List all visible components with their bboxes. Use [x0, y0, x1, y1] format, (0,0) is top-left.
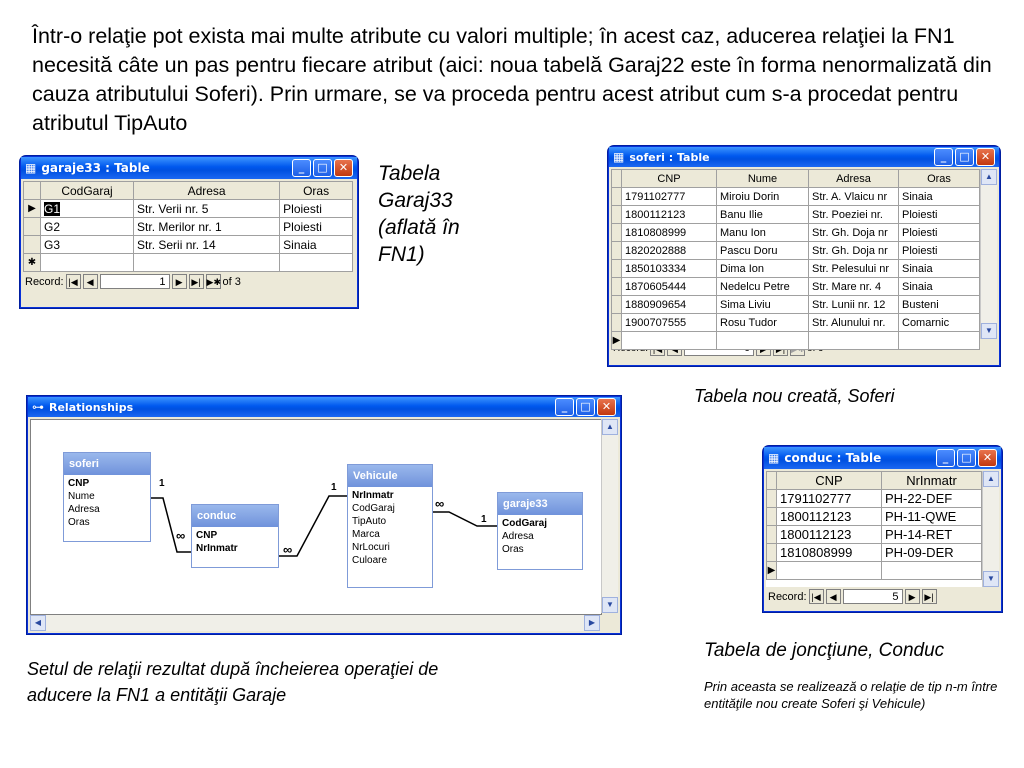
- table-cell[interactable]: Str. Lunii nr. 12: [809, 296, 899, 314]
- soferi-grid[interactable]: [611, 169, 980, 350]
- caption-line: Tabela: [378, 162, 441, 185]
- record-count: of 3: [222, 275, 241, 288]
- row-selector[interactable]: [612, 242, 622, 260]
- table-row[interactable]: [24, 218, 353, 236]
- table-cell[interactable]: 1791102777: [777, 490, 882, 508]
- field-item[interactable]: CodGaraj: [502, 518, 548, 529]
- table-cell[interactable]: [809, 332, 899, 350]
- table-row[interactable]: [767, 526, 982, 544]
- row-selector[interactable]: [612, 206, 622, 224]
- field-list: [64, 475, 150, 531]
- relationships-canvas[interactable]: [30, 419, 602, 615]
- cardinality-one-label: 1: [159, 478, 165, 489]
- cardinality-many-label: ∞: [283, 542, 293, 557]
- close-button[interactable]: ✕: [334, 159, 353, 177]
- table-cell[interactable]: Str. Verii nr. 5: [134, 200, 280, 218]
- field-item[interactable]: Oras: [68, 517, 90, 528]
- row-selector[interactable]: [24, 218, 41, 236]
- last-record-button[interactable]: ▶|: [922, 589, 937, 604]
- column-header[interactable]: Oras: [899, 170, 980, 188]
- table-cell[interactable]: [899, 332, 980, 350]
- table-cell[interactable]: Rosu Tudor: [717, 314, 809, 332]
- column-header[interactable]: Oras: [280, 182, 353, 200]
- table-cell[interactable]: Str. Alunului nr.: [809, 314, 899, 332]
- caption-line: aducere la FN1 a entităţii Garaje: [27, 685, 287, 705]
- caption-line: FN1): [378, 243, 425, 266]
- minimize-button[interactable]: _: [936, 449, 955, 467]
- table-box-title[interactable]: Vehicule: [348, 465, 432, 487]
- row-selector[interactable]: [612, 278, 622, 296]
- first-record-button[interactable]: |◀: [809, 589, 824, 604]
- table-box-title[interactable]: soferi: [64, 453, 150, 475]
- window-title: garaje33 : Table: [41, 161, 150, 175]
- table-cell[interactable]: Str. Mare nr. 4: [809, 278, 899, 296]
- table-cell[interactable]: [134, 254, 280, 272]
- vertical-scrollbar[interactable]: [980, 169, 997, 339]
- row-selector[interactable]: [24, 236, 41, 254]
- table-cell[interactable]: Dima Ion: [717, 260, 809, 278]
- table-cell[interactable]: PH-14-RET: [882, 526, 982, 544]
- garaje33-titlebar[interactable]: [21, 157, 357, 179]
- scroll-left-button[interactable]: ◀: [30, 615, 46, 631]
- window-title: conduc : Table: [784, 451, 882, 465]
- table-cell[interactable]: Busteni: [899, 296, 980, 314]
- field-item[interactable]: CodGaraj: [352, 503, 395, 514]
- column-header[interactable]: Adresa: [134, 182, 280, 200]
- table-cell[interactable]: Str. Pelesului nr: [809, 260, 899, 278]
- conduc-grid-area: [766, 471, 999, 587]
- field-item[interactable]: Oras: [502, 544, 524, 555]
- caption-line: (aflată în: [378, 216, 460, 239]
- header-row: [612, 170, 980, 188]
- table-row[interactable]: [612, 314, 980, 332]
- row-selector[interactable]: [612, 224, 622, 242]
- scroll-track[interactable]: [981, 185, 997, 323]
- current-record-icon[interactable]: ▶: [767, 562, 777, 580]
- column-header[interactable]: NrInmatr: [882, 472, 982, 490]
- column-header[interactable]: CNP: [777, 472, 882, 490]
- garaje33-grid[interactable]: [23, 181, 353, 272]
- table-cell[interactable]: [41, 200, 134, 218]
- caption-line: Garaj33: [378, 189, 453, 212]
- table-cell[interactable]: 1800112123: [622, 206, 717, 224]
- table-cell[interactable]: PH-11-QWE: [882, 508, 982, 526]
- table-box-title[interactable]: conduc: [192, 505, 278, 527]
- table-cell[interactable]: Ploiesti: [280, 218, 353, 236]
- garaje33-table-box[interactable]: [497, 492, 583, 570]
- close-button[interactable]: ✕: [978, 449, 997, 467]
- row-selector-header: [24, 182, 41, 200]
- table-cell[interactable]: 1820202888: [622, 242, 717, 260]
- table-row[interactable]: [767, 544, 982, 562]
- table-cell[interactable]: [717, 332, 809, 350]
- table-cell[interactable]: Ploiesti: [899, 242, 980, 260]
- table-row[interactable]: [767, 508, 982, 526]
- table-cell[interactable]: Str. Serii nr. 14: [134, 236, 280, 254]
- record-label: Record:: [25, 275, 64, 288]
- horizontal-scrollbar[interactable]: [30, 615, 600, 631]
- table-cell[interactable]: PH-22-DEF: [882, 490, 982, 508]
- conduc-table-box[interactable]: [191, 504, 279, 568]
- table-cell[interactable]: Str. Gh. Doja nr: [809, 224, 899, 242]
- vehicule-garaje-line: [431, 512, 497, 526]
- last-record-button[interactable]: ▶|: [189, 274, 204, 289]
- table-cell[interactable]: 1900707555: [622, 314, 717, 332]
- table-row[interactable]: [24, 200, 353, 218]
- table-cell[interactable]: 1810808999: [777, 544, 882, 562]
- table-cell[interactable]: Sima Liviu: [717, 296, 809, 314]
- table-cell[interactable]: Pascu Doru: [717, 242, 809, 260]
- table-row[interactable]: [612, 278, 980, 296]
- next-record-button[interactable]: ▶: [905, 589, 920, 604]
- table-cell[interactable]: Sinaia: [899, 260, 980, 278]
- soferi-table-box[interactable]: [63, 452, 151, 542]
- conduc-note: Prin aceasta se realizează o relaţie de tip n-m între entităţile nou create Soferi şi Vehicule): [704, 679, 998, 711]
- table-cell[interactable]: 1870605444: [622, 278, 717, 296]
- field-item[interactable]: Adresa: [502, 531, 534, 542]
- current-record-icon[interactable]: ▶: [612, 332, 622, 350]
- table-row[interactable]: [612, 224, 980, 242]
- table-cell[interactable]: 1791102777: [622, 188, 717, 206]
- prev-record-button[interactable]: ◀: [83, 274, 98, 289]
- new-record-icon[interactable]: ✱: [24, 254, 41, 272]
- first-record-button[interactable]: |◀: [66, 274, 81, 289]
- maximize-button[interactable]: □: [957, 449, 976, 467]
- conduc-table-window[interactable]: [763, 446, 1002, 612]
- field-item[interactable]: NrLocuri: [352, 542, 390, 553]
- table-icon: ▦: [768, 451, 780, 465]
- table-cell[interactable]: [882, 562, 982, 580]
- table-cell[interactable]: Manu Ion: [717, 224, 809, 242]
- soferi-table-window[interactable]: [608, 146, 1000, 366]
- table-cell[interactable]: Str. Merilor nr. 1: [134, 218, 280, 236]
- table-row[interactable]: [612, 242, 980, 260]
- conduc-caption: Tabela de joncţiune, Conduc: [704, 640, 945, 661]
- soferi-grid-area: [611, 169, 997, 346]
- selected-cell-text: G1: [44, 201, 61, 216]
- table-cell[interactable]: [280, 254, 353, 272]
- row-selector[interactable]: [767, 508, 777, 526]
- record-number-input[interactable]: 5: [843, 589, 903, 604]
- garaje33-table-window[interactable]: [20, 156, 358, 308]
- maximize-button[interactable]: □: [313, 159, 332, 177]
- table-cell[interactable]: [777, 562, 882, 580]
- close-button[interactable]: ✕: [976, 148, 995, 166]
- record-navigator: [21, 272, 357, 291]
- table-cell[interactable]: [622, 332, 717, 350]
- current-record-icon[interactable]: ▶: [24, 200, 41, 218]
- field-item[interactable]: NrInmatr: [352, 490, 394, 501]
- table-cell[interactable]: 1800112123: [777, 508, 882, 526]
- table-cell[interactable]: Ploiesti: [899, 224, 980, 242]
- window-title: Relationships: [49, 400, 134, 414]
- vertical-scrollbar[interactable]: [601, 419, 618, 613]
- record-label: Record:: [768, 590, 807, 603]
- field-item[interactable]: Marca: [352, 529, 380, 540]
- soferi-conduc-line: [149, 498, 191, 552]
- soferi-titlebar[interactable]: [609, 147, 999, 167]
- column-header[interactable]: CodGaraj: [41, 182, 134, 200]
- table-box-title[interactable]: garaje33: [498, 493, 582, 515]
- table-cell[interactable]: Sinaia: [899, 188, 980, 206]
- table-cell[interactable]: PH-09-DER: [882, 544, 982, 562]
- row-selector[interactable]: [612, 188, 622, 206]
- prev-record-button[interactable]: ◀: [826, 589, 841, 604]
- new-record-row[interactable]: [612, 332, 980, 350]
- table-cell[interactable]: Str. A. Vlaicu nr: [809, 188, 899, 206]
- table-cell[interactable]: Miroiu Dorin: [717, 188, 809, 206]
- table-row[interactable]: [612, 296, 980, 314]
- relationships-window[interactable]: [27, 396, 621, 634]
- close-button[interactable]: ✕: [597, 398, 616, 416]
- next-record-button[interactable]: ▶: [172, 274, 187, 289]
- caption-line: Setul de relaţii rezultat după încheierea operaţiei de: [27, 659, 439, 679]
- table-icon: ▦: [613, 150, 625, 164]
- row-selector-header: [612, 170, 622, 188]
- table-row[interactable]: [767, 490, 982, 508]
- relationships-titlebar[interactable]: [28, 397, 620, 417]
- new-record-row[interactable]: [24, 254, 353, 272]
- row-selector[interactable]: [767, 544, 777, 562]
- conduc-grid[interactable]: [766, 471, 982, 580]
- new-record-row[interactable]: [767, 562, 982, 580]
- table-row[interactable]: [612, 188, 980, 206]
- scroll-up-button[interactable]: ▲: [981, 169, 997, 185]
- table-cell[interactable]: 1800112123: [777, 526, 882, 544]
- table-cell[interactable]: 1810808999: [622, 224, 717, 242]
- table-cell[interactable]: Sinaia: [280, 236, 353, 254]
- table-row[interactable]: [612, 260, 980, 278]
- scroll-down-button[interactable]: ▼: [981, 323, 997, 339]
- scroll-track[interactable]: [602, 435, 618, 597]
- scroll-track[interactable]: [983, 487, 999, 571]
- intro-paragraph: Într-o relaţie pot exista mai multe atribute cu valori multiple; în acest caz, aducerea relaţiei la FN1 necesită câte un pas pentru fiecare atribut (aici: noua tabelă Garaj22 este în forma nenormalizată din cauza atributului Soferi). Prin urmare, se va proceda pentru acest atribut cum s-a procedat pentru atributul TipAuto: [32, 24, 992, 135]
- column-header[interactable]: Adresa: [809, 170, 899, 188]
- conduc-titlebar[interactable]: [764, 447, 1001, 469]
- table-cell[interactable]: 1880909654: [622, 296, 717, 314]
- field-item[interactable]: Culoare: [352, 555, 388, 566]
- garaj33-caption: [378, 160, 460, 268]
- field-item[interactable]: NrInmatr: [196, 543, 238, 554]
- minimize-button[interactable]: _: [555, 398, 574, 416]
- table-row[interactable]: [24, 236, 353, 254]
- row-selector-header: [767, 472, 777, 490]
- table-icon: ▦: [25, 161, 37, 175]
- table-cell[interactable]: Sinaia: [899, 278, 980, 296]
- table-cell[interactable]: Str. Gh. Doja nr: [809, 242, 899, 260]
- relationships-icon: ⊶: [32, 400, 44, 414]
- record-navigator: [764, 587, 1001, 606]
- header-row: [767, 472, 982, 490]
- table-cell[interactable]: Banu Ilie: [717, 206, 809, 224]
- table-cell[interactable]: Ploiesti: [899, 206, 980, 224]
- table-cell[interactable]: Str. Poeziei nr.: [809, 206, 899, 224]
- scroll-down-button[interactable]: ▼: [983, 571, 999, 587]
- row-selector[interactable]: [612, 314, 622, 332]
- table-cell[interactable]: G3: [41, 236, 134, 254]
- column-header[interactable]: CNP: [622, 170, 717, 188]
- header-row: [24, 182, 353, 200]
- relationships-body: [28, 417, 620, 633]
- scroll-right-button[interactable]: ▶: [584, 615, 600, 631]
- cardinality-many-label: ∞: [435, 496, 445, 511]
- field-list: [192, 527, 278, 557]
- table-cell[interactable]: Comarnic: [899, 314, 980, 332]
- row-selector[interactable]: [767, 526, 777, 544]
- cardinality-one-label: 1: [331, 482, 337, 493]
- vehicule-table-box[interactable]: [347, 464, 433, 588]
- field-item[interactable]: Adresa: [68, 504, 100, 515]
- cardinality-one-label: 1: [481, 514, 487, 525]
- table-row[interactable]: [612, 206, 980, 224]
- field-item[interactable]: Nume: [68, 491, 95, 502]
- row-selector[interactable]: [767, 490, 777, 508]
- window-title: soferi : Table: [629, 150, 710, 164]
- table-cell[interactable]: Ploiesti: [280, 200, 353, 218]
- field-list: [348, 487, 432, 569]
- soferi-caption: Tabela nou creată, Soferi: [694, 386, 895, 406]
- table-cell[interactable]: [41, 254, 134, 272]
- minimize-button[interactable]: _: [934, 148, 953, 166]
- field-item[interactable]: TipAuto: [352, 516, 387, 527]
- relationships-caption: [27, 656, 438, 708]
- maximize-button[interactable]: □: [955, 148, 974, 166]
- table-cell[interactable]: 1850103334: [622, 260, 717, 278]
- field-item[interactable]: CNP: [196, 530, 218, 541]
- vertical-scrollbar[interactable]: [982, 471, 999, 587]
- table-cell[interactable]: G2: [41, 218, 134, 236]
- scroll-up-button[interactable]: ▲: [602, 419, 618, 435]
- row-selector[interactable]: [612, 260, 622, 278]
- minimize-button[interactable]: _: [292, 159, 311, 177]
- new-record-button[interactable]: ▶✱: [206, 274, 221, 289]
- scroll-down-button[interactable]: ▼: [602, 597, 618, 613]
- record-number-input[interactable]: 1: [100, 274, 170, 289]
- column-header[interactable]: Nume: [717, 170, 809, 188]
- row-selector[interactable]: [612, 296, 622, 314]
- field-item[interactable]: CNP: [68, 478, 90, 489]
- cardinality-many-label: ∞: [176, 528, 186, 543]
- scroll-up-button[interactable]: ▲: [983, 471, 999, 487]
- table-cell[interactable]: Nedelcu Petre: [717, 278, 809, 296]
- field-list: [498, 515, 582, 558]
- maximize-button[interactable]: □: [576, 398, 595, 416]
